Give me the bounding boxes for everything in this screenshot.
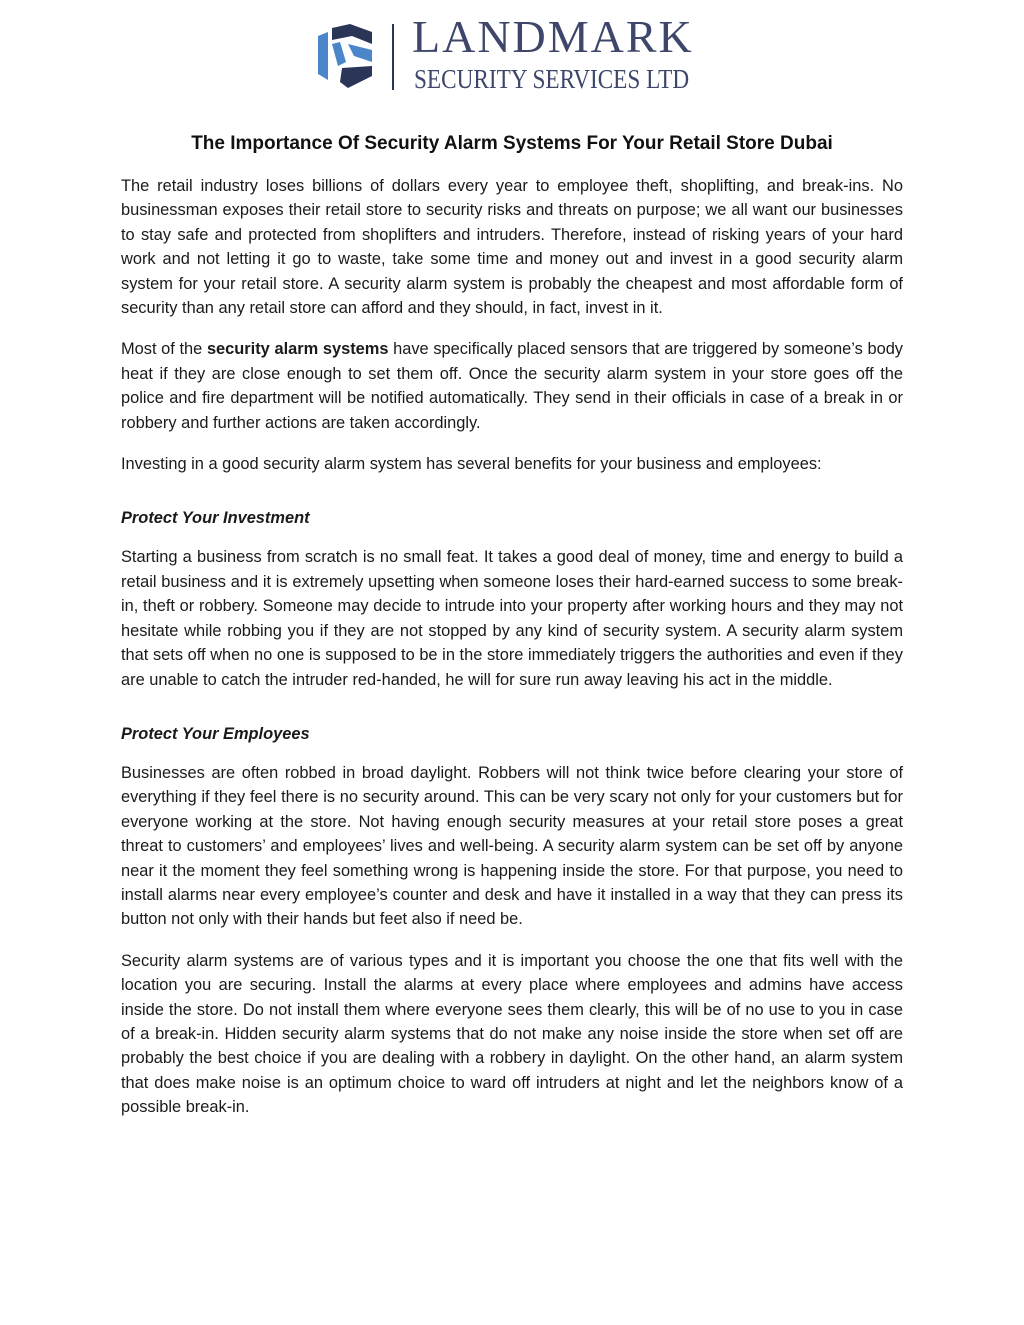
paragraph-investment: Starting a business from scratch is no small feat. It takes a good deal of money, time and energy to build a retail business and it is extremely upsetting when someone loses their hard-earned success to some break-in, theft or robbery. Someone may decide to intrude into your property after working hours and they may not hesitate while robbing you if they are not stopped by any kind of security system. A security alarm system that sets off when no one is supposed to be in the store immediately triggers the authorities and even if they are unable to catch the intruder red-handed, he will for sure run away leaving his act in the middle. bbox=[121, 548, 903, 689]
paragraph-sensors-lead: Most of the bbox=[121, 340, 207, 359]
heading-protect-investment: Protect Your Investment bbox=[121, 509, 310, 528]
logo-divider bbox=[392, 24, 394, 90]
paragraph-sensors-rest: have specifically placed sensors that are triggered by someone’s body heat if they are close enough to set them off. Once the security alarm system in your store goes off the police and fire department will be notified automatically. They send in their officials in case of a break in or robbery and further actions are taken accordingly. bbox=[121, 340, 904, 432]
paragraph-alarm-types: Security alarm systems are of various types and it is important you choose the one that fits well with the location you are securing. Install the alarms at every place where employees and admins have access inside the store. Do not install them where everyone sees them clearly, this will be of no use to you in case of a break-in. Hidden security alarm systems that do not make any noise inside the store when set off are probably the best choice if you are dealing with a robbery in daylight. On the other hand, an alarm system that does make noise is an optimum choice to ward off intruders at night and let the neighbors know of a possible break-in. bbox=[121, 951, 903, 1117]
landmark-logo-icon bbox=[312, 22, 378, 92]
document-title: The Importance Of Security Alarm Systems For Your Retail Store Dubai bbox=[191, 133, 833, 154]
brand-name: LANDMARK bbox=[412, 11, 694, 62]
page-header bbox=[0, 11, 1024, 98]
paragraph-sensors bbox=[121, 337, 903, 435]
brand-subtitle: SECURITY SERVICES LTD bbox=[414, 64, 690, 94]
paragraph-employees: Businesses are often robbed in broad daylight. Robbers will not think twice before clearing your store of everything if they feel there is no security around. This can be very scary not only for your customers but for everyone working at the store. Not having enough security measures at your retail store poses a great threat to customers’ and employees’ lives and well-being. A security alarm system can be set off by anyone near it the moment they feel something wrong is happening inside the store. For that purpose, you need to install alarms near every employee’s counter and desk and have it installed in a way that they can press its button not only with their hands but feet also if need be. bbox=[121, 763, 903, 929]
paragraph-intro: The retail industry loses billions of dollars every year to employee theft, shoplifting, and break-ins. No businessman exposes their retail store to security risks and threats on purpose; we all want our businesses to stay safe and protected from shoplifters and intruders. Therefore, instead of risking years of your hard work and not letting it go to waste, take some time and money out and invest in a good security alarm system for your retail store. A security alarm system is probably the cheapest and most affordable form of security than any retail store can afford and they should, in fact, invest in it. bbox=[121, 177, 903, 318]
bold-keyword: security alarm systems bbox=[206, 340, 389, 359]
paragraph-benefits-intro: Investing in a good security alarm system has several benefits for your business and employees: bbox=[121, 455, 822, 474]
article-body bbox=[121, 174, 903, 1137]
heading-protect-employees: Protect Your Employees bbox=[121, 724, 310, 743]
